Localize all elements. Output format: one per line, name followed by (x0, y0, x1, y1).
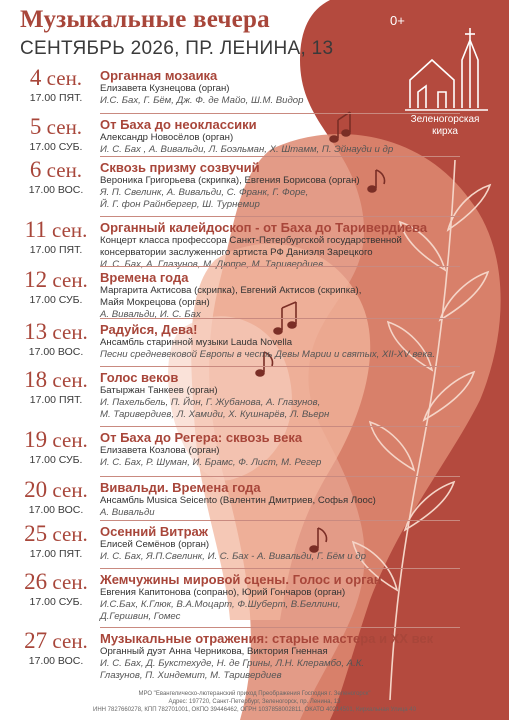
event-month: сен. (46, 158, 83, 182)
event-details (100, 370, 500, 421)
event-details (100, 524, 500, 563)
event-details (100, 220, 500, 271)
event-performers: Батыржан Танкеев (орган) (100, 385, 218, 396)
event-month: сен. (46, 115, 83, 139)
event-performers: консерватории заслуженного артиста РФ Даниэля Зарецкого (100, 247, 373, 258)
event-details (100, 322, 500, 361)
event-details (100, 430, 500, 469)
event-month: сен. (52, 320, 88, 344)
event-time: 17.00 СУБ. (29, 294, 83, 306)
event-title: Сквозь призму созвучий (100, 160, 260, 175)
event-day-number: 25 (24, 521, 48, 546)
footer-registry-line: ИНН 7827660278, КПП 782701001, ОКПО 39446462, ОГРН 1037858002811, ОКАТО 40214501, Кирхальная Улица 40 (93, 707, 416, 713)
age-rating-badge: 0+ (390, 13, 405, 28)
event-title: Времена года (100, 270, 189, 285)
event-time: 17.00 СУБ. (29, 141, 83, 153)
event-title: Органная мозаика (100, 68, 218, 83)
event-details (100, 117, 500, 156)
event-performers: Евгения Капитонова (сопрано), Юрий Гончаров (орган) (100, 587, 346, 598)
event-divider (100, 113, 460, 114)
event-time: 17.00 СУБ. (29, 596, 83, 608)
event-title: Органный калейдоскоп - от Баха до Таривердиева (100, 220, 428, 235)
event-divider (100, 568, 460, 569)
event-divider (100, 366, 460, 367)
event-performers: Концерт класса профессора Санкт-Петербургской государственной (100, 235, 402, 246)
event-program: Й. Г. фон Райнбергер, Ш. Турнемир (100, 199, 260, 210)
event-divider (100, 216, 460, 217)
event-performers: Елисей Семёнов (орган) (100, 539, 210, 550)
event-month: сен. (52, 478, 88, 502)
event-program: Песни средневековой Европы в честь Девы Марии и святых, XII-XV века. (100, 349, 435, 360)
event-performers: Александр Новосёлов (орган) (100, 132, 234, 143)
footer-address-line: Адрес: 197720, Санкт-Петербург, Зеленогорск, пр. Ленина, 13 (168, 699, 341, 705)
footer-org-line: МРО "Евангелическо-лютеранский приход Преображения Господня г. Зеленогорск" (138, 691, 371, 697)
event-month: сен. (52, 570, 88, 594)
event-program: М. Таривердиев, Л. Хамиди, Х. Кушнарёв, Л. Вьерн (100, 409, 330, 420)
event-program: Д.Гершвин, Гомес (100, 611, 181, 622)
event-details (100, 480, 500, 519)
event-month: сен. (52, 368, 88, 392)
event-date (14, 115, 98, 139)
event-program: А. Вивальди, И. С. Бах (100, 309, 201, 320)
footer (0, 690, 509, 714)
event-performers: Органный дуэт Анна Черникова, Виктория Гненная (100, 646, 328, 657)
event-day-number: 20 (24, 477, 48, 502)
event-month: сен. (52, 428, 88, 452)
event-title: Жемчужины мировой сцены. Голос и орган (100, 572, 382, 587)
event-performers: Елизавета Кузнецова (орган) (100, 83, 230, 94)
event-title: Радуйся, Дева! (100, 322, 198, 337)
event-title: Голос веков (100, 370, 179, 385)
event-time: 17.00 ВОС. (28, 346, 84, 358)
event-month: сен. (46, 66, 83, 90)
event-program: И.С.Бах, К.Глюк, В.А.Моцарт, Ф.Шуберт, В.Беллини, (100, 599, 341, 610)
page-title: Музыкальные вечера (20, 6, 270, 33)
event-title: От Баха до неоклассики (100, 117, 257, 132)
event-program: И. С. Бах, Я.П.Свелинк, И. С. Бах - А. Вивальди, Г. Бём и др (100, 551, 366, 562)
event-month: сен. (52, 218, 88, 242)
event-time: 17.00 ВОС. (28, 184, 84, 196)
event-month: сен. (52, 522, 88, 546)
event-month: сен. (52, 268, 88, 292)
event-details (100, 631, 500, 682)
event-title: От Баха до Регера: сквозь века (100, 430, 303, 445)
event-program: Я. П. Свелинк, А. Вивальди, С. Франк, Г. Форе, (100, 187, 309, 198)
event-program: Глазунов, П. Хиндемит, М. Таривердиев (100, 670, 282, 681)
event-performers: Майя Мокрецова (орган) (100, 297, 210, 308)
event-program: И. С. Бах, Р. Шуман, И. Брамс, Ф. Лист, М. Регер (100, 457, 322, 468)
event-title: Осенний Витраж (100, 524, 209, 539)
event-date (14, 629, 98, 653)
event-time: 17.00 СУБ. (29, 454, 83, 466)
event-date (14, 368, 98, 392)
event-performers: Ансамбль Musica Seicento (Валентин Дмитриев, Софья Лоос) (100, 495, 376, 506)
event-date (14, 268, 98, 292)
event-date (14, 320, 98, 344)
event-day-number: 13 (24, 319, 48, 344)
event-date (14, 478, 98, 502)
event-details (100, 572, 500, 623)
event-date (14, 66, 98, 90)
event-divider (100, 156, 460, 157)
event-day-number: 5 (29, 114, 42, 139)
event-date (14, 218, 98, 242)
event-program: И. С. Бах , А. Вивальди, Л. Боэльман, Х. Штамм, П. Эйнауди и др (100, 144, 394, 155)
event-day-number: 27 (24, 628, 48, 653)
event-details (100, 68, 500, 107)
event-day-number: 6 (29, 157, 42, 182)
event-day-number: 4 (29, 65, 42, 90)
event-performers: Елизавета Козлова (орган) (100, 445, 220, 456)
event-program: И. Пахельбель, П. Йон, Г. Жубанова, А. Глазунов, (100, 397, 321, 408)
event-time: 17.00 ПЯТ. (29, 92, 83, 104)
event-day-number: 26 (24, 569, 48, 594)
event-performers: Маргарита Актисова (скрипка), Евгений Актисов (скрипка), (100, 285, 362, 296)
event-month: сен. (52, 629, 88, 653)
church-name-label: Зеленогорская кирха (410, 114, 480, 137)
event-time: 17.00 ПЯТ. (29, 244, 83, 256)
event-time: 17.00 ВОС. (28, 655, 84, 667)
event-divider (100, 520, 460, 521)
event-program: И. С. Бах, А. Глазунов, М. Дюпре, М. Таривердиев (100, 259, 324, 270)
event-performers: Вероника Григорьева (скрипка), Евгения Борисова (орган) (100, 175, 360, 186)
event-divider (100, 426, 460, 427)
event-program: А. Вивальди (100, 507, 155, 518)
event-title: Вивальди. Времена года (100, 480, 261, 495)
event-details (100, 160, 500, 211)
event-performers: Ансамбль старинной музыки Lauda Novella (100, 337, 293, 348)
event-date (14, 570, 98, 594)
event-date (14, 158, 98, 182)
event-time: 17.00 ПЯТ. (29, 548, 83, 560)
event-title: Музыкальные отражения: старые мастера и XX век (100, 631, 434, 646)
event-program: И. С. Бах, Д. Букстехуде, Н. де Грины, Л.Н. Клерамбо, А.К. (100, 658, 365, 669)
page-subtitle: СЕНТЯБРЬ 2026, ПР. ЛЕНИНА, 13 (20, 38, 334, 59)
event-divider (100, 476, 460, 477)
event-time: 17.00 ПЯТ. (29, 394, 83, 406)
event-divider (100, 318, 460, 319)
event-program: И.С. Бах, Г. Бём, Дж. Ф. де Майо, Ш.М. Видор (100, 95, 304, 106)
event-day-number: 19 (24, 427, 48, 452)
event-divider (100, 627, 460, 628)
event-day-number: 18 (24, 367, 48, 392)
event-divider (100, 266, 460, 267)
event-time: 17.00 ВОС. (28, 504, 84, 516)
event-date (14, 522, 98, 546)
event-details (100, 270, 500, 321)
event-day-number: 11 (24, 217, 47, 242)
event-day-number: 12 (24, 267, 48, 292)
event-date (14, 428, 98, 452)
